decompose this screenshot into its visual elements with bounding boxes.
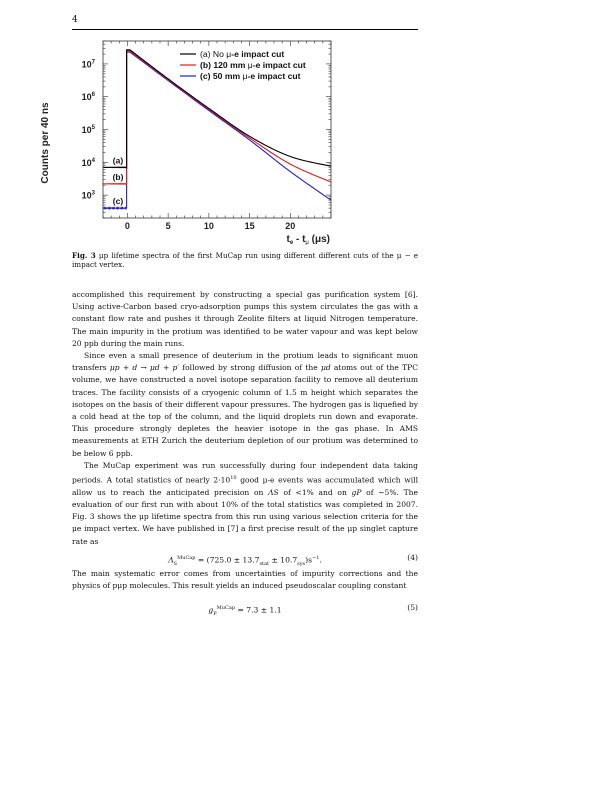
y-tick-labels [82,59,96,200]
y-tick-label: $10^4$ [81,157,95,168]
legend-entry: (b) 120 mm μ-e impact cut [200,60,306,70]
x-tick-label: 5 [165,221,171,231]
x-tick-label: 0 [124,221,130,231]
y-tick-label: $10^7$ [81,59,95,70]
body-text [72,289,418,618]
y-tick-label: $10^5$ [81,125,95,135]
figure-caption [72,251,418,270]
page-number: 4 [72,15,78,25]
paragraph-1: accomplished this requirement by constructing a special gas purification system [6]. Using active-Carbon based cryo-adsorption pumps this system circulates the gas with a constant flow rate and pushes it through Zeolite filters at liquid Nitrogen temperature. The main impurity in the protium was identified to be water vapour and was kept below 20 ppb during the main runs. [72,290,418,348]
x-tick-labels [125,221,295,231]
series-label: (b) [112,171,124,182]
x-tick-label: 20 [285,221,296,231]
y-axis-label: Counts per 40 ns [40,102,51,184]
equation-number-4: (4) [407,552,418,562]
equation-4: $\Lambda_S^{MuCap} = (725.0 \pm 13.7_{stat} \pm 10.7_{sys})s^{-1}$. (4) [168,552,418,567]
paragraph-4: The main systematic error comes from uncertainties of impurity corrections and the physics of pμp molecules. This result yields an induced pseudoscalar coupling constant [72,568,418,590]
x-axis-label: $t_e - t_\mu$ (μs) [286,234,330,245]
lifetime-spectra-chart [30,33,350,245]
y-tick-label: $10^3$ [81,190,95,201]
equation-5: $g_P^{MuCap} = 7.3 \pm 1.1$ (5) [208,603,418,618]
series-labels [113,155,124,206]
series-label: (a) [112,155,124,166]
equation-number-5: (5) [407,603,418,613]
series-label: (c) [112,196,124,207]
caption-label: Fig. 3 [72,251,96,260]
x-tick-label: 15 [244,221,255,231]
legend [180,49,306,81]
y-tick-label: $10^6$ [81,92,95,103]
x-tick-label: 10 [203,221,214,231]
legend-entry: (a) No μ-e impact cut [200,49,285,59]
paragraph-2: Since even a small presence of deuterium in the protium leads to significant muon transfers μp + d → μd + p′ followed by strong diffusion of the μd atoms out of the TPC volume, we have constructed a novel isotope separation facility to remove all deuterium traces. The facility consists of a cryogenic column of 1.5 m height which separates the isotopes on the basis of their different vapour pressures. The hydrogen gas is liquefied by a cold head at the top of the column, and the liquid droplets run down and evaporate. This procedure strongly depletes the heavier isotope in the gas phase. In AMS measurements at ETH Zurich the deuterium depletion of our protium was determined to be below 6 ppb. [72,351,418,458]
legend-entry: (c) 50 mm μ-e impact cut [200,71,301,81]
header-rule [72,29,418,30]
caption-text: μp lifetime spectra of the first MuCap run using different different cuts of the μ − e impact vertex. [72,251,419,270]
paragraph-3: The MuCap experiment was run successfully during four independent data taking periods. A total statistics of nearly $2\cdot 10^{10}$ good μ-e events was accumulated which will allow us to reach the anticipated precision on ΛS of <1% and on gP of ∼5%. The evaluation of our first run with about 10% of the total statistics was completed in 2007. Fig. 3 shows the μp lifetime spectra from this run using various selection criteria for the μe impact vertex. We have published in [7] a first precise result of the μp singlet capture rate as [72,460,418,546]
